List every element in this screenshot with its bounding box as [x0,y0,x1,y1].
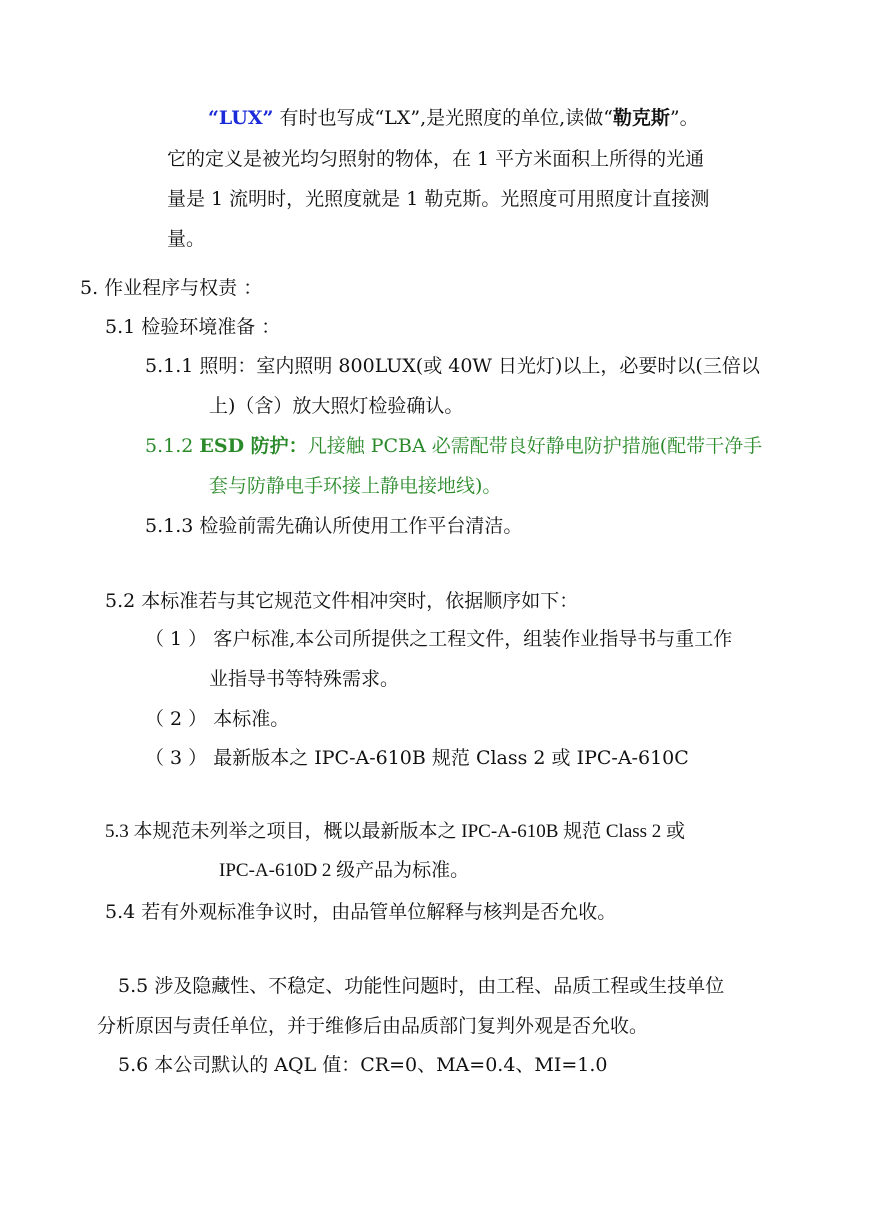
item-5-1-2-line-2: 套与防静电手环接上静电接地线)。 [209,475,502,497]
lux-text-end: ”。 [669,107,699,129]
item-5-2-3: （ 3 ） 最新版本之 IPC-A-610B 规范 Class 2 或 IPC-A-610C [145,747,689,769]
lux-definition-line-3: 量是 1 流明时，光照度就是 1 勒克斯。光照度可用照度计直接测 [167,188,710,210]
lux-term: “LUX” [208,107,274,129]
item-5-1-2-line-1 [145,434,762,458]
lux-definition-line-2: 它的定义是被光均匀照射的物体，在 1 平方米面积上所得的光通 [167,148,705,170]
item-5-1-3: 5.1.3 检验前需先确认所使用工作平台清洁。 [145,515,523,537]
section-5-3-line-2: IPC-A-610D 2 级产品为标准。 [219,860,470,881]
item-5-2-1-line-1: （ 1 ） 客户标准,本公司所提供之工程文件，组装作业指导书与重工作 [145,628,733,650]
lux-text: 有时也写成“LX”,是光照度的单位,读做“ [273,107,613,129]
item-5-2-2: （ 2 ） 本标准。 [145,708,290,730]
section-5-3-line-1: 5.3 本规范未列举之项目，概以最新版本之 IPC-A-610B 规范 Class 2 或 [105,821,686,842]
section-5-heading: 5. 作业程序与权责 ： [80,277,263,299]
section-5-2-heading: 5.2 本标准若与其它规范文件相冲突时，依据顺序如下： [105,590,579,612]
section-5-4: 5.4 若有外观标准争议时，由品管单位解释与核判是否允收。 [105,901,617,923]
lux-definition-line-4: 量。 [167,228,206,250]
lux-definition-line-1 [208,106,699,130]
item-5-1-1-line-1: 5.1.1 照明：室内照明 800LUX(或 40W 日光灯)以上，必要时以(三倍以 [145,355,760,377]
item-5-2-1-line-2: 业指导书等特殊需求。 [209,668,400,690]
item-5-1-1-line-2: 上)（含）放大照灯检验确认。 [209,395,464,417]
item-5-1-2-text: 凡接触 PCBA 必需配带良好静电防护措施(配带干净手 [307,435,763,457]
section-5-6: 5.6 本公司默认的 AQL 值：CR=0、MA=0.4、MI=1.0 [118,1054,608,1076]
esd-protection-label: ESD 防护： [199,435,308,457]
section-5-5-line-1: 5.5 涉及隐藏性、不稳定、功能性问题时，由工程、品质工程或生技单位 [118,975,725,997]
item-5-1-2-label: 5.1.2 [145,435,200,457]
lux-unit-name: 勒克斯 [612,107,670,129]
section-5-5-line-2: 分析原因与责任单位，并于维修后由品质部门复判外观是否允收。 [97,1015,649,1037]
section-5-1-heading: 5.1 检验环境准备 ： [105,316,281,338]
